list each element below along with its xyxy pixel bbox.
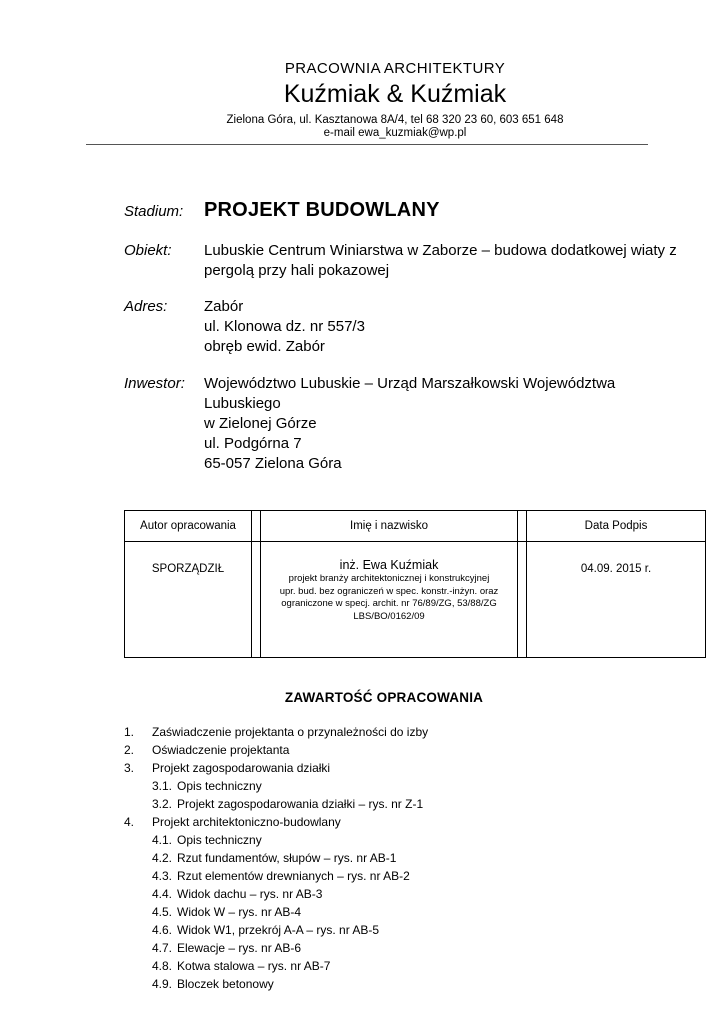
list-item xyxy=(152,905,684,919)
stadium-value: PROJEKT BUDOWLANY xyxy=(204,199,440,221)
header-autor: Autor opracowania xyxy=(125,510,252,541)
item-text: Widok W1, przekrój A-A – rys. nr AB-5 xyxy=(177,922,380,937)
obiekt-line: Lubuskie Centrum Winiarstwa w Zaborze – budowa dodatkowej wiaty z xyxy=(204,241,677,259)
studio-tagline: PRACOWNIA ARCHITEKTURY xyxy=(284,60,506,77)
obiekt-line: pergolą przy hali pokazowej xyxy=(204,261,390,279)
meta-row-obiekt xyxy=(124,241,690,281)
date-cell: 04.09. 2015 r. xyxy=(527,541,706,657)
inwestor-line: w Zielonej Górze xyxy=(204,415,317,433)
column-spacer xyxy=(252,541,261,657)
author-detail: upr. bud. bez ograniczeń w spec. konstr.-inżyn. oraz xyxy=(279,585,499,597)
item-text: Projekt architektoniczno-budowlany xyxy=(152,814,341,829)
contents-list xyxy=(124,725,684,991)
name-cell xyxy=(261,541,518,657)
inwestor-label: Inwestor: xyxy=(124,375,185,393)
item-number: 4.8. xyxy=(152,958,173,973)
list-item xyxy=(124,761,684,775)
list-item xyxy=(152,887,684,901)
adres-label: Adres: xyxy=(124,298,168,316)
list-item xyxy=(152,941,684,955)
list-item xyxy=(152,869,684,883)
studio-email: e-mail ewa_kuzmiak@wp.pl xyxy=(323,127,467,139)
item-number: 3. xyxy=(124,760,135,775)
list-item xyxy=(152,977,684,991)
item-number: 4.3. xyxy=(152,868,173,883)
item-number: 4. xyxy=(124,814,135,829)
stadium-label: Stadium: xyxy=(124,203,184,220)
list-item xyxy=(152,959,684,973)
project-meta xyxy=(124,197,690,474)
item-text: Widok dachu – rys. nr AB-3 xyxy=(177,886,323,901)
meta-row-adres xyxy=(124,297,690,357)
item-number: 4.5. xyxy=(152,904,173,919)
item-text: Oświadczenie projektanta xyxy=(152,742,290,757)
list-item xyxy=(152,833,684,847)
inwestor-value xyxy=(204,374,690,474)
table-header-row xyxy=(125,510,706,541)
letterhead-divider xyxy=(86,144,648,145)
list-item xyxy=(152,797,684,811)
obiekt-label: Obiekt: xyxy=(124,241,172,259)
list-item xyxy=(124,743,684,757)
adres-line: Zabór xyxy=(204,298,244,316)
list-item xyxy=(124,815,684,829)
obiekt-value xyxy=(204,241,677,281)
item-number: 4.9. xyxy=(152,976,173,991)
studio-address: Zielona Góra, ul. Kasztanowa 8A/4, tel 68 320 23 60, 603 651 648 xyxy=(226,114,564,126)
item-number: 1. xyxy=(124,724,135,739)
meta-row-stadium xyxy=(124,197,690,224)
role-cell: SPORZĄDZIŁ xyxy=(125,541,252,657)
item-text: Kotwa stalowa – rys. nr AB-7 xyxy=(177,958,331,973)
author-name: inż. Ewa Kuźmiak xyxy=(339,557,439,572)
adres-line: obręb ewid. Zabór xyxy=(204,338,325,356)
item-number: 3.1. xyxy=(152,778,173,793)
item-text: Rzut fundamentów, słupów – rys. nr AB-1 xyxy=(177,850,397,865)
item-number: 4.6. xyxy=(152,922,173,937)
studio-name: Kuźmiak & Kuźmiak xyxy=(283,80,507,108)
item-text: Elewacje – rys. nr AB-6 xyxy=(177,940,302,955)
item-text: Opis techniczny xyxy=(177,832,262,847)
item-number: 4.7. xyxy=(152,940,173,955)
adres-value xyxy=(204,297,365,357)
item-text: Widok W – rys. nr AB-4 xyxy=(177,904,302,919)
meta-row-inwestor xyxy=(124,374,690,474)
list-item xyxy=(152,851,684,865)
author-detail: projekt branży architektonicznej i konstrukcyjnej xyxy=(288,572,490,584)
table-row xyxy=(125,541,706,657)
inwestor-line: Województwo Lubuskie – Urząd Marszałkowski Województwa Lubuskiego xyxy=(204,375,616,413)
item-number: 2. xyxy=(124,742,135,757)
item-text: Opis techniczny xyxy=(177,778,262,793)
contents-title: ZAWARTOŚĆ OPRACOWANIA xyxy=(284,689,484,705)
item-text: Projekt zagospodarowania działki xyxy=(152,760,331,775)
item-text: Bloczek betonowy xyxy=(177,976,274,991)
adres-line: ul. Klonowa dz. nr 557/3 xyxy=(204,318,365,336)
item-number: 3.2. xyxy=(152,796,173,811)
list-item xyxy=(124,725,684,739)
item-text: Rzut elementów drewnianych – rys. nr AB-2 xyxy=(177,868,410,883)
header-data-podpis: Data Podpis xyxy=(527,510,706,541)
item-text: Projekt zagospodarowania działki – rys. nr Z-1 xyxy=(177,796,424,811)
signatures-table xyxy=(124,510,706,658)
item-text: Zaświadczenie projektanta o przynależności do izby xyxy=(152,724,429,739)
author-detail: ograniczone w specj. archit. nr 76/89/ZG, 53/88/ZG xyxy=(281,598,497,610)
list-item xyxy=(152,779,684,793)
letterhead xyxy=(85,60,705,139)
item-number: 4.1. xyxy=(152,832,173,847)
inwestor-line: 65-057 Zielona Góra xyxy=(204,455,342,473)
list-item xyxy=(152,923,684,937)
header-imie-nazwisko: Imię i nazwisko xyxy=(261,510,518,541)
column-spacer xyxy=(518,510,527,541)
column-spacer xyxy=(518,541,527,657)
column-spacer xyxy=(252,510,261,541)
item-number: 4.4. xyxy=(152,886,173,901)
author-detail: LBS/BO/0162/09 xyxy=(353,610,425,622)
inwestor-line: ul. Podgórna 7 xyxy=(204,435,302,453)
item-number: 4.2. xyxy=(152,850,173,865)
